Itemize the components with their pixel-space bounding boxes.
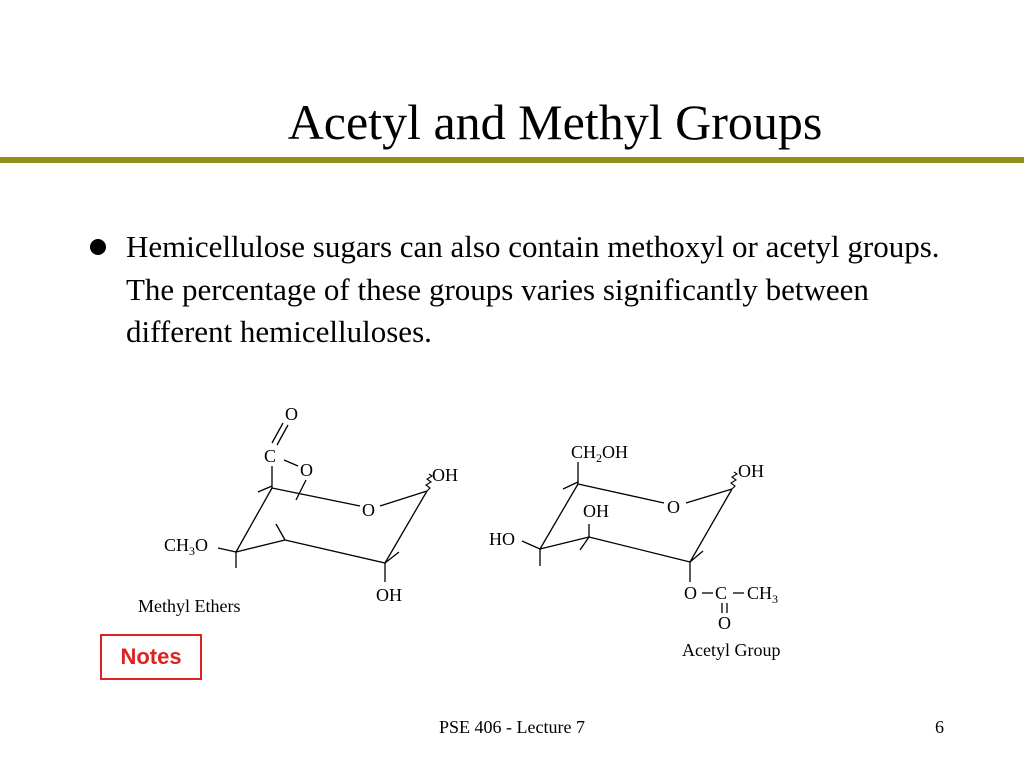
ester-o-label: O xyxy=(684,583,697,603)
methyl-ethers-caption: Methyl Ethers xyxy=(138,596,241,616)
ring-o-label: O xyxy=(362,500,375,520)
inner-oh-label: OH xyxy=(583,501,609,521)
carbon-label: C xyxy=(264,446,277,466)
bottom-oh-label: OH xyxy=(376,585,402,605)
slide-title: Acetyl and Methyl Groups xyxy=(287,94,823,150)
anomeric-oh-label-right: OH xyxy=(738,461,764,481)
bullet-text: Hemicellulose sugars can also contain methoxyl or acetyl groups. The percentage of these groups varies significantly between different hemicelluloses. xyxy=(126,229,940,349)
ester-ch3-label: $CH_3$ xyxy=(747,583,779,606)
methoxy-label: $CH_3O$ xyxy=(164,535,209,558)
ring-link-o-label: O xyxy=(300,460,313,480)
methyl-ether-labels xyxy=(138,404,458,616)
methyl-ether-structure xyxy=(218,423,432,582)
carbonyl-o-label: O xyxy=(285,404,298,424)
anomeric-oh-label: OH xyxy=(432,465,458,485)
page-number: 6 xyxy=(935,717,944,737)
ester-c-label: C xyxy=(715,583,728,603)
ester-carbonyl-o-label: O xyxy=(718,613,731,633)
ch2oh-label: $CH_2OH$ xyxy=(571,442,629,465)
ring-o-label-right: O xyxy=(667,497,680,517)
footer-course: PSE 406 - Lecture 7 xyxy=(439,717,585,737)
acetyl-group-caption: Acetyl Group xyxy=(682,640,781,660)
acetyl-structure xyxy=(522,462,744,613)
notes-button[interactable]: Notes xyxy=(100,634,202,680)
ho-label: HO xyxy=(489,529,515,549)
